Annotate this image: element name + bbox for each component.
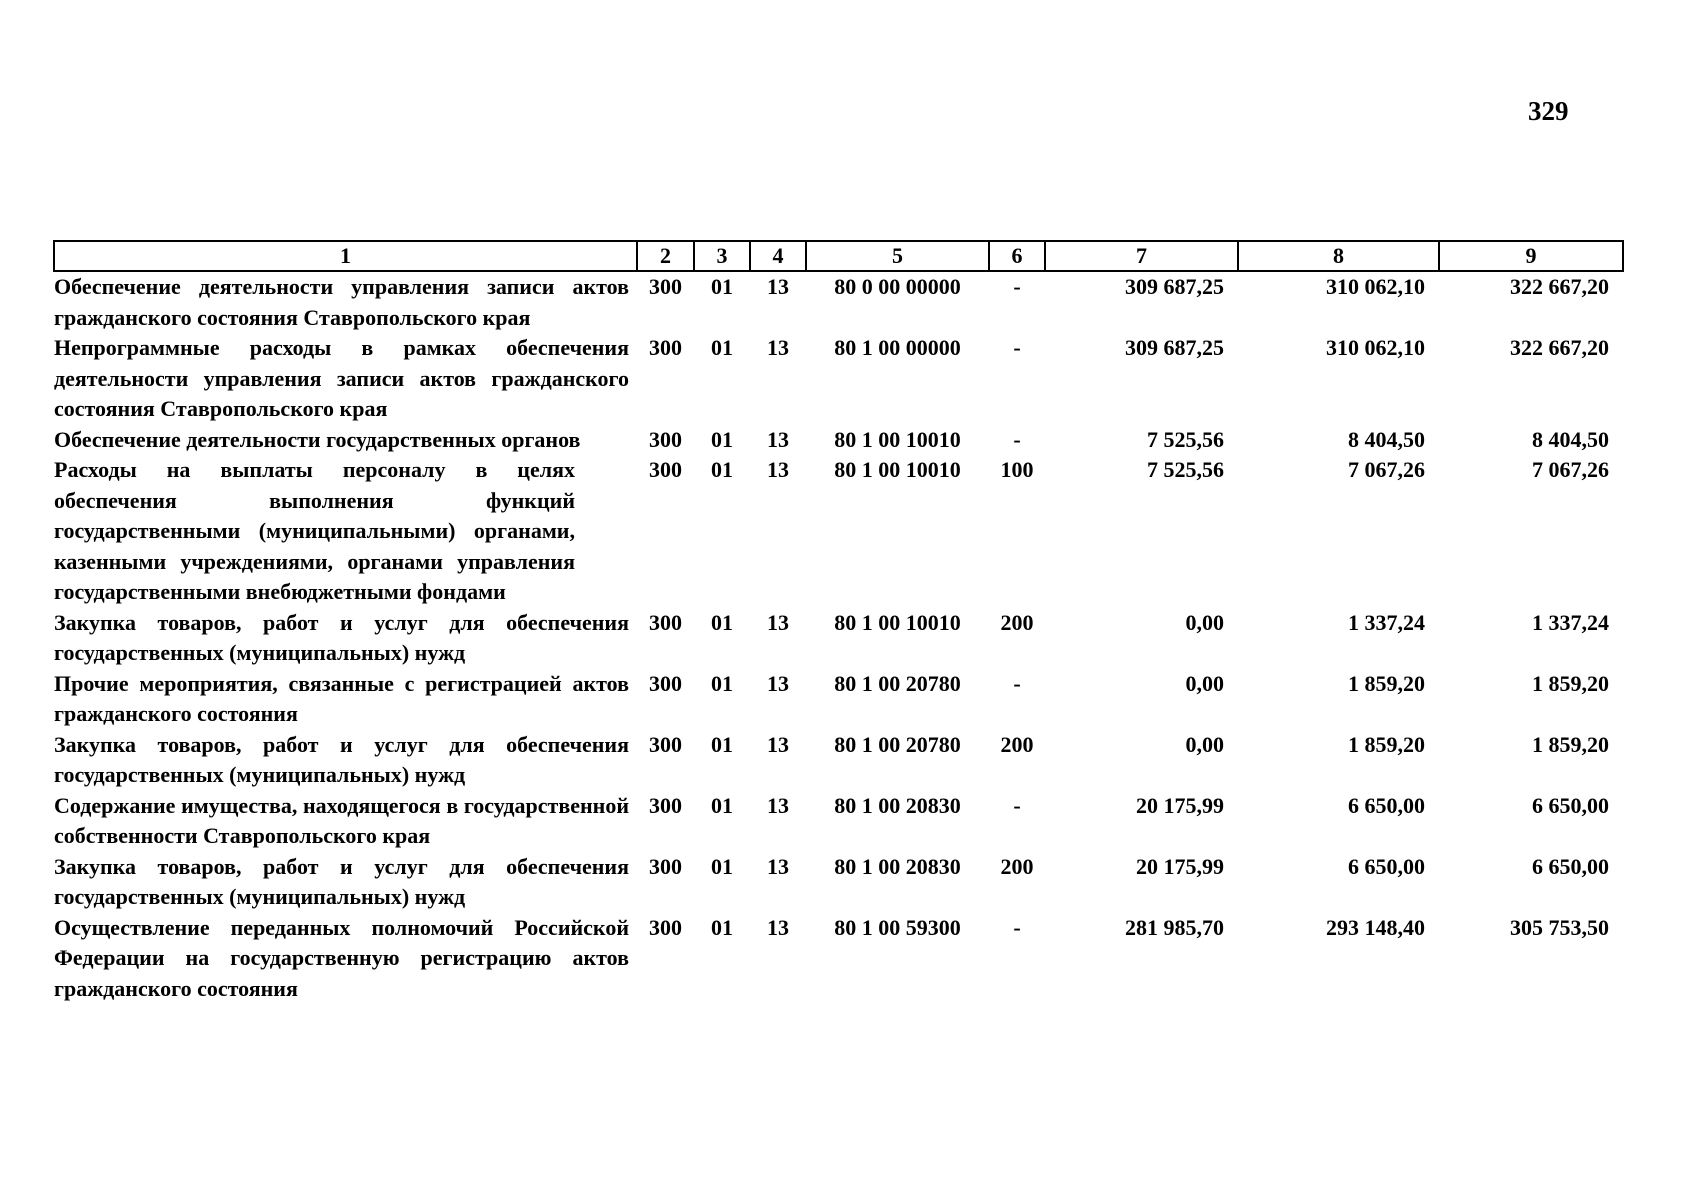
cell-ministry-code: 300 xyxy=(649,914,682,940)
cell-amount-8: 7 067,26 xyxy=(1348,457,1425,482)
cell-target-article: 80 1 00 59300 xyxy=(834,914,961,940)
cell-expense-type: - xyxy=(1013,914,1021,940)
cell-expense-type: 200 xyxy=(1000,853,1034,879)
column-header: 3 xyxy=(694,241,750,271)
cell-section: 01 xyxy=(711,274,733,299)
cell-section: 01 xyxy=(711,426,733,452)
cell-amount-8: 6 650,00 xyxy=(1348,792,1425,818)
cell-expense-type: 200 xyxy=(1000,609,1034,635)
cell-amount-9: 7 067,26 xyxy=(1532,457,1609,482)
cell-amount-8: 1 337,24 xyxy=(1348,609,1425,635)
cell-expense-type: - xyxy=(1013,792,1021,818)
cell-section: 01 xyxy=(711,853,733,879)
cell-section: 01 xyxy=(711,670,733,696)
cell-target-article: 80 1 00 20830 xyxy=(834,792,961,818)
row-description: Закупка товаров, работ и услуг для обеспечения государственных (муниципальных) нужд xyxy=(54,609,629,665)
page-number: 329 xyxy=(1528,96,1569,126)
cell-amount-9: 1 337,24 xyxy=(1532,609,1609,635)
cell-expense-type: - xyxy=(1013,670,1021,696)
cell-subsection: 13 xyxy=(767,274,789,299)
cell-subsection: 13 xyxy=(767,426,789,452)
table-row xyxy=(54,791,1623,852)
cell-amount-7: 309 687,25 xyxy=(1125,274,1224,299)
cell-ministry-code: 300 xyxy=(649,335,682,360)
cell-section: 01 xyxy=(711,792,733,818)
cell-amount-9: 6 650,00 xyxy=(1532,792,1609,818)
table-row xyxy=(54,852,1623,913)
cell-amount-7: 0,00 xyxy=(1185,609,1224,635)
column-header: 9 xyxy=(1439,241,1623,271)
cell-amount-8: 1 859,20 xyxy=(1348,670,1425,696)
table-row xyxy=(54,425,1623,456)
cell-subsection: 13 xyxy=(767,731,789,757)
cell-subsection: 13 xyxy=(767,792,789,818)
column-header: 7 xyxy=(1045,241,1238,271)
row-description: Непрограммные расходы в рамках обеспечения деятельности управления записи актов гражданского состояния Ставропольского края xyxy=(54,335,629,421)
cell-amount-9: 322 667,20 xyxy=(1510,274,1609,299)
row-description: Обеспечение деятельности управления записи актов гражданского состояния Ставропольского края xyxy=(54,274,629,330)
cell-amount-7: 20 175,99 xyxy=(1136,853,1224,879)
column-header: 2 xyxy=(637,241,694,271)
table-row xyxy=(54,913,1623,1005)
cell-expense-type: - xyxy=(1013,335,1021,360)
cell-ministry-code: 300 xyxy=(649,731,682,757)
column-header: 6 xyxy=(989,241,1045,271)
cell-section: 01 xyxy=(711,609,733,635)
cell-target-article: 80 1 00 10010 xyxy=(834,457,961,482)
table-row xyxy=(54,608,1623,669)
column-header: 1 xyxy=(54,241,637,271)
cell-subsection: 13 xyxy=(767,853,789,879)
cell-subsection: 13 xyxy=(767,670,789,696)
cell-amount-8: 293 148,40 xyxy=(1326,914,1425,940)
cell-amount-8: 310 062,10 xyxy=(1326,274,1425,299)
table-row xyxy=(54,333,1623,425)
cell-ministry-code: 300 xyxy=(649,426,682,452)
cell-subsection: 13 xyxy=(767,335,789,360)
cell-expense-type: - xyxy=(1013,426,1021,452)
cell-ministry-code: 300 xyxy=(649,457,682,482)
row-description: Расходы на выплаты персоналу в целях обеспечения выполнения функций государственными (муниципальными) органами, казенными учреждениями, органами управления государственными внебюджетными фондами xyxy=(54,457,575,604)
cell-ministry-code: 300 xyxy=(649,274,682,299)
cell-expense-type: 200 xyxy=(1000,731,1034,757)
cell-section: 01 xyxy=(711,457,733,482)
cell-amount-7: 20 175,99 xyxy=(1136,792,1224,818)
row-description: Закупка товаров, работ и услуг для обеспечения государственных (муниципальных) нужд xyxy=(54,731,629,787)
column-header: 8 xyxy=(1238,241,1439,271)
cell-amount-8: 8 404,50 xyxy=(1348,426,1425,452)
cell-ministry-code: 300 xyxy=(649,670,682,696)
cell-target-article: 80 1 00 10010 xyxy=(834,426,961,452)
cell-amount-7: 7 525,56 xyxy=(1147,457,1224,482)
cell-amount-7: 309 687,25 xyxy=(1125,335,1224,360)
cell-subsection: 13 xyxy=(767,914,789,940)
cell-target-article: 80 0 00 00000 xyxy=(834,274,961,299)
cell-amount-9: 8 404,50 xyxy=(1532,426,1609,452)
cell-target-article: 80 1 00 20780 xyxy=(834,731,961,757)
cell-section: 01 xyxy=(711,731,733,757)
cell-amount-9: 1 859,20 xyxy=(1532,670,1609,696)
cell-amount-9: 322 667,20 xyxy=(1510,335,1609,360)
table-row xyxy=(54,455,1623,608)
column-header: 4 xyxy=(750,241,806,271)
cell-ministry-code: 300 xyxy=(649,792,682,818)
cell-subsection: 13 xyxy=(767,609,789,635)
cell-target-article: 80 1 00 20780 xyxy=(834,670,961,696)
table-header-row xyxy=(54,241,1623,271)
row-description: Закупка товаров, работ и услуг для обеспечения государственных (муниципальных) нужд xyxy=(54,853,629,909)
table-row xyxy=(54,271,1623,333)
cell-target-article: 80 1 00 00000 xyxy=(834,335,961,360)
row-description: Обеспечение деятельности государственных органов xyxy=(54,426,581,452)
cell-amount-8: 310 062,10 xyxy=(1326,335,1425,360)
cell-ministry-code: 300 xyxy=(649,853,682,879)
column-header: 5 xyxy=(806,241,989,271)
cell-section: 01 xyxy=(711,335,733,360)
cell-expense-type: 100 xyxy=(1000,457,1034,482)
table-row xyxy=(54,669,1623,730)
cell-expense-type: - xyxy=(1013,274,1021,299)
cell-subsection: 13 xyxy=(767,457,789,482)
cell-amount-9: 1 859,20 xyxy=(1532,731,1609,757)
cell-amount-7: 0,00 xyxy=(1185,670,1224,696)
cell-amount-7: 281 985,70 xyxy=(1125,914,1224,940)
cell-section: 01 xyxy=(711,914,733,940)
cell-amount-7: 0,00 xyxy=(1185,731,1224,757)
row-description: Содержание имущества, находящегося в государственной собственности Ставропольского края xyxy=(54,792,629,848)
cell-ministry-code: 300 xyxy=(649,609,682,635)
row-description: Осуществление переданных полномочий Российской Федерации на государственную регистрацию актов гражданского состояния xyxy=(54,914,629,1001)
cell-amount-8: 6 650,00 xyxy=(1348,853,1425,879)
budget-table xyxy=(53,240,1624,1004)
cell-amount-9: 6 650,00 xyxy=(1532,853,1609,879)
table-row xyxy=(54,730,1623,791)
cell-target-article: 80 1 00 10010 xyxy=(834,609,961,635)
cell-target-article: 80 1 00 20830 xyxy=(834,853,961,879)
row-description: Прочие мероприятия, связанные с регистрацией актов гражданского состояния xyxy=(54,670,629,726)
cell-amount-7: 7 525,56 xyxy=(1147,426,1224,452)
cell-amount-8: 1 859,20 xyxy=(1348,731,1425,757)
cell-amount-9: 305 753,50 xyxy=(1510,914,1609,940)
